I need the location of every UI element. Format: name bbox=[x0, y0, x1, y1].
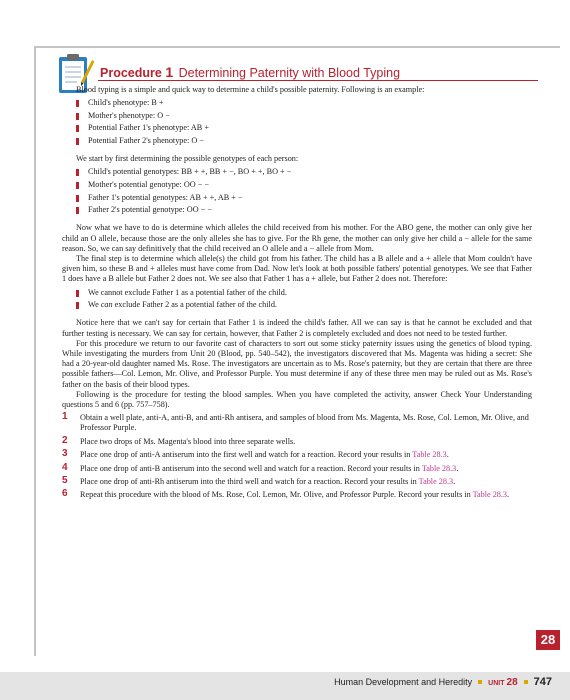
step-number: 6 bbox=[62, 488, 68, 500]
frame-top-border bbox=[34, 46, 560, 48]
list-item: Child's phenotype: B + bbox=[76, 98, 532, 108]
genotype-list bbox=[76, 167, 532, 215]
frame-left-border bbox=[34, 46, 36, 656]
step-number: 2 bbox=[62, 434, 68, 446]
list-item bbox=[76, 300, 532, 310]
unit-tab: 28 bbox=[536, 630, 560, 650]
list-item: Potential Father 2's phenotype: O − bbox=[76, 136, 532, 146]
body-paragraph: Now what we have to do is determine which alleles the child received from his mother. For the ABO gene, the mother can only give her child an O allele, because those are the only alleles she has to give. For the Rh gene, the mother can only give her child a − allele for the same reason. So, we can say definitively that the child received an O allele and a − allele from Mom. bbox=[62, 223, 532, 253]
separator-marker bbox=[478, 680, 482, 684]
step-text: Repeat this procedure with the blood of Ms. Rose, Col. Lemon, Mr. Olive, and Professor Purple. Record your results in bbox=[80, 490, 473, 500]
phenotype-list bbox=[76, 98, 532, 146]
body-paragraph: Notice here that we can't say for certain that Father 1 is indeed the child's father. All we can say is that he cannot be excluded and that further testing is necessary. We can say for certain, however, that Father 2 is completely excluded and does not need to be tested further. bbox=[62, 318, 532, 338]
procedure-body bbox=[62, 85, 532, 504]
procedure-steps bbox=[62, 413, 532, 500]
step-number: 1 bbox=[62, 411, 68, 423]
step-number: 5 bbox=[62, 474, 68, 486]
list-item: Mother's phenotype: O − bbox=[76, 111, 532, 121]
genotype-intro: We start by first determining the possible genotypes of each person: bbox=[76, 154, 299, 164]
table-reference-link[interactable]: Table 28.3 bbox=[472, 490, 508, 500]
step-text: Obtain a well plate, anti-A, anti-B, and anti-Rh antisera, and samples of blood from Ms. Magenta, Ms. Rose, Col. Lemon, Mr. Olive, and Professor Purple. bbox=[80, 413, 529, 433]
page-number: 747 bbox=[533, 676, 552, 688]
emphasis-text: can bbox=[100, 300, 113, 310]
procedure-word: Procedure bbox=[100, 66, 162, 80]
footer-text bbox=[334, 676, 552, 688]
list-item: Mother's potential genotype: OO − − bbox=[76, 180, 532, 190]
list-item: Child's potential genotypes: BB + +, BB + −, BO + +, BO + − bbox=[76, 167, 532, 177]
step-item: 4 Place one drop of anti-B antiserum into the second well and watch for a reaction. Record your results in Table 28.3. bbox=[62, 461, 459, 473]
intro-paragraph: Blood typing is a simple and quick way to determine a child's possible paternity. Following is an example: bbox=[76, 85, 425, 94]
step-text: Place one drop of anti-Rh antiserum into the third well and watch for a reaction. Record your results in bbox=[80, 476, 419, 486]
separator-marker bbox=[524, 680, 528, 684]
conclusion-text: exclude Father 2 as a potential father of the child. bbox=[112, 300, 277, 310]
list-item: Father 1's potential genotypes: AB + +, AB + − bbox=[76, 193, 532, 203]
body-paragraph: For this procedure we return to our favorite cast of characters to sort out some sticky paternity issues using the genetics of blood typing. While investigating the murders from Unit 20 (Blood, pp. 540–542), the investigators discovered that Ms. Magenta was hiding a secret: She had a 20-year-old daughter named Ms. Rose. The investigators are uncertain as to Ms. Rose's paternity, but they are certain that there are three possible fathers—Col. Lemon, Mr. Olive, and Professor Purple. You must determine if any of these three men may be ruled out as Ms. Rose's father on the basis of their blood types. bbox=[62, 338, 532, 389]
book-title: Human Development and Heredity bbox=[334, 677, 473, 687]
procedure-title bbox=[100, 64, 400, 80]
procedure-subtitle: Determining Paternity with Blood Typing bbox=[178, 66, 401, 80]
table-reference-link[interactable]: Table 28.3 bbox=[418, 476, 454, 486]
table-reference-link[interactable]: Table 28.3 bbox=[412, 450, 447, 460]
unit-label: UNIT bbox=[488, 680, 505, 687]
unit-number: 28 bbox=[506, 677, 518, 688]
step-item bbox=[62, 434, 532, 447]
title-rule bbox=[98, 80, 538, 81]
step-item bbox=[62, 413, 532, 433]
list-item: Father 2's potential genotype: OO − − bbox=[76, 205, 532, 215]
step-item: 6 Repeat this procedure with the blood of Ms. Rose, Col. Lemon, Mr. Olive, and Professor Purple. Record your results in Table 28.3. bbox=[62, 488, 510, 500]
step-item: 5 Place one drop of anti-Rh antiserum into the third well and watch for a reaction. Record your results in Table 28.3. bbox=[62, 474, 456, 486]
list-item: We cannot exclude Father 1 as a potential father of the child. bbox=[76, 288, 532, 298]
step-text: Place two drops of Ms. Magenta's blood into three separate wells. bbox=[80, 436, 296, 446]
step-number: 4 bbox=[62, 461, 68, 473]
body-paragraph: Following is the procedure for testing the blood samples. When you have completed the activity, answer Check Your Understanding questions 5 and 6 (pp. 757–758). bbox=[62, 389, 532, 410]
procedure-number: 1 bbox=[165, 64, 174, 80]
table-reference-link[interactable]: Table 28.3 bbox=[421, 463, 457, 473]
conclusion-list bbox=[76, 288, 532, 311]
step-text: Place one drop of anti-A antiserum into the first well and watch for a reaction. Record your results in bbox=[80, 450, 413, 460]
step-item: 3 Place one drop of anti-A antiserum into the first well and watch for a reaction. Record your results in Table 28.3. bbox=[62, 448, 449, 460]
step-number: 3 bbox=[62, 448, 68, 460]
body-paragraph: The final step is to determine which allele(s) the child got from his father. The child has a B allele and a + allele that Mom couldn't have given him, so these B and + alleles must have come from Dad. Now let's look at both possible fathers' potential genotypes. We see that Father 1 does have a B allele but Father 2 does not. We see also that Father 1 has a + allele, but Father 2 does not. Therefore: bbox=[62, 253, 532, 284]
conclusion-text: We bbox=[88, 300, 101, 310]
list-item: Potential Father 1's phenotype: AB + bbox=[76, 123, 532, 133]
step-text: Place one drop of anti-B antiserum into the second well and watch for a reaction. Record your results in bbox=[80, 463, 422, 473]
